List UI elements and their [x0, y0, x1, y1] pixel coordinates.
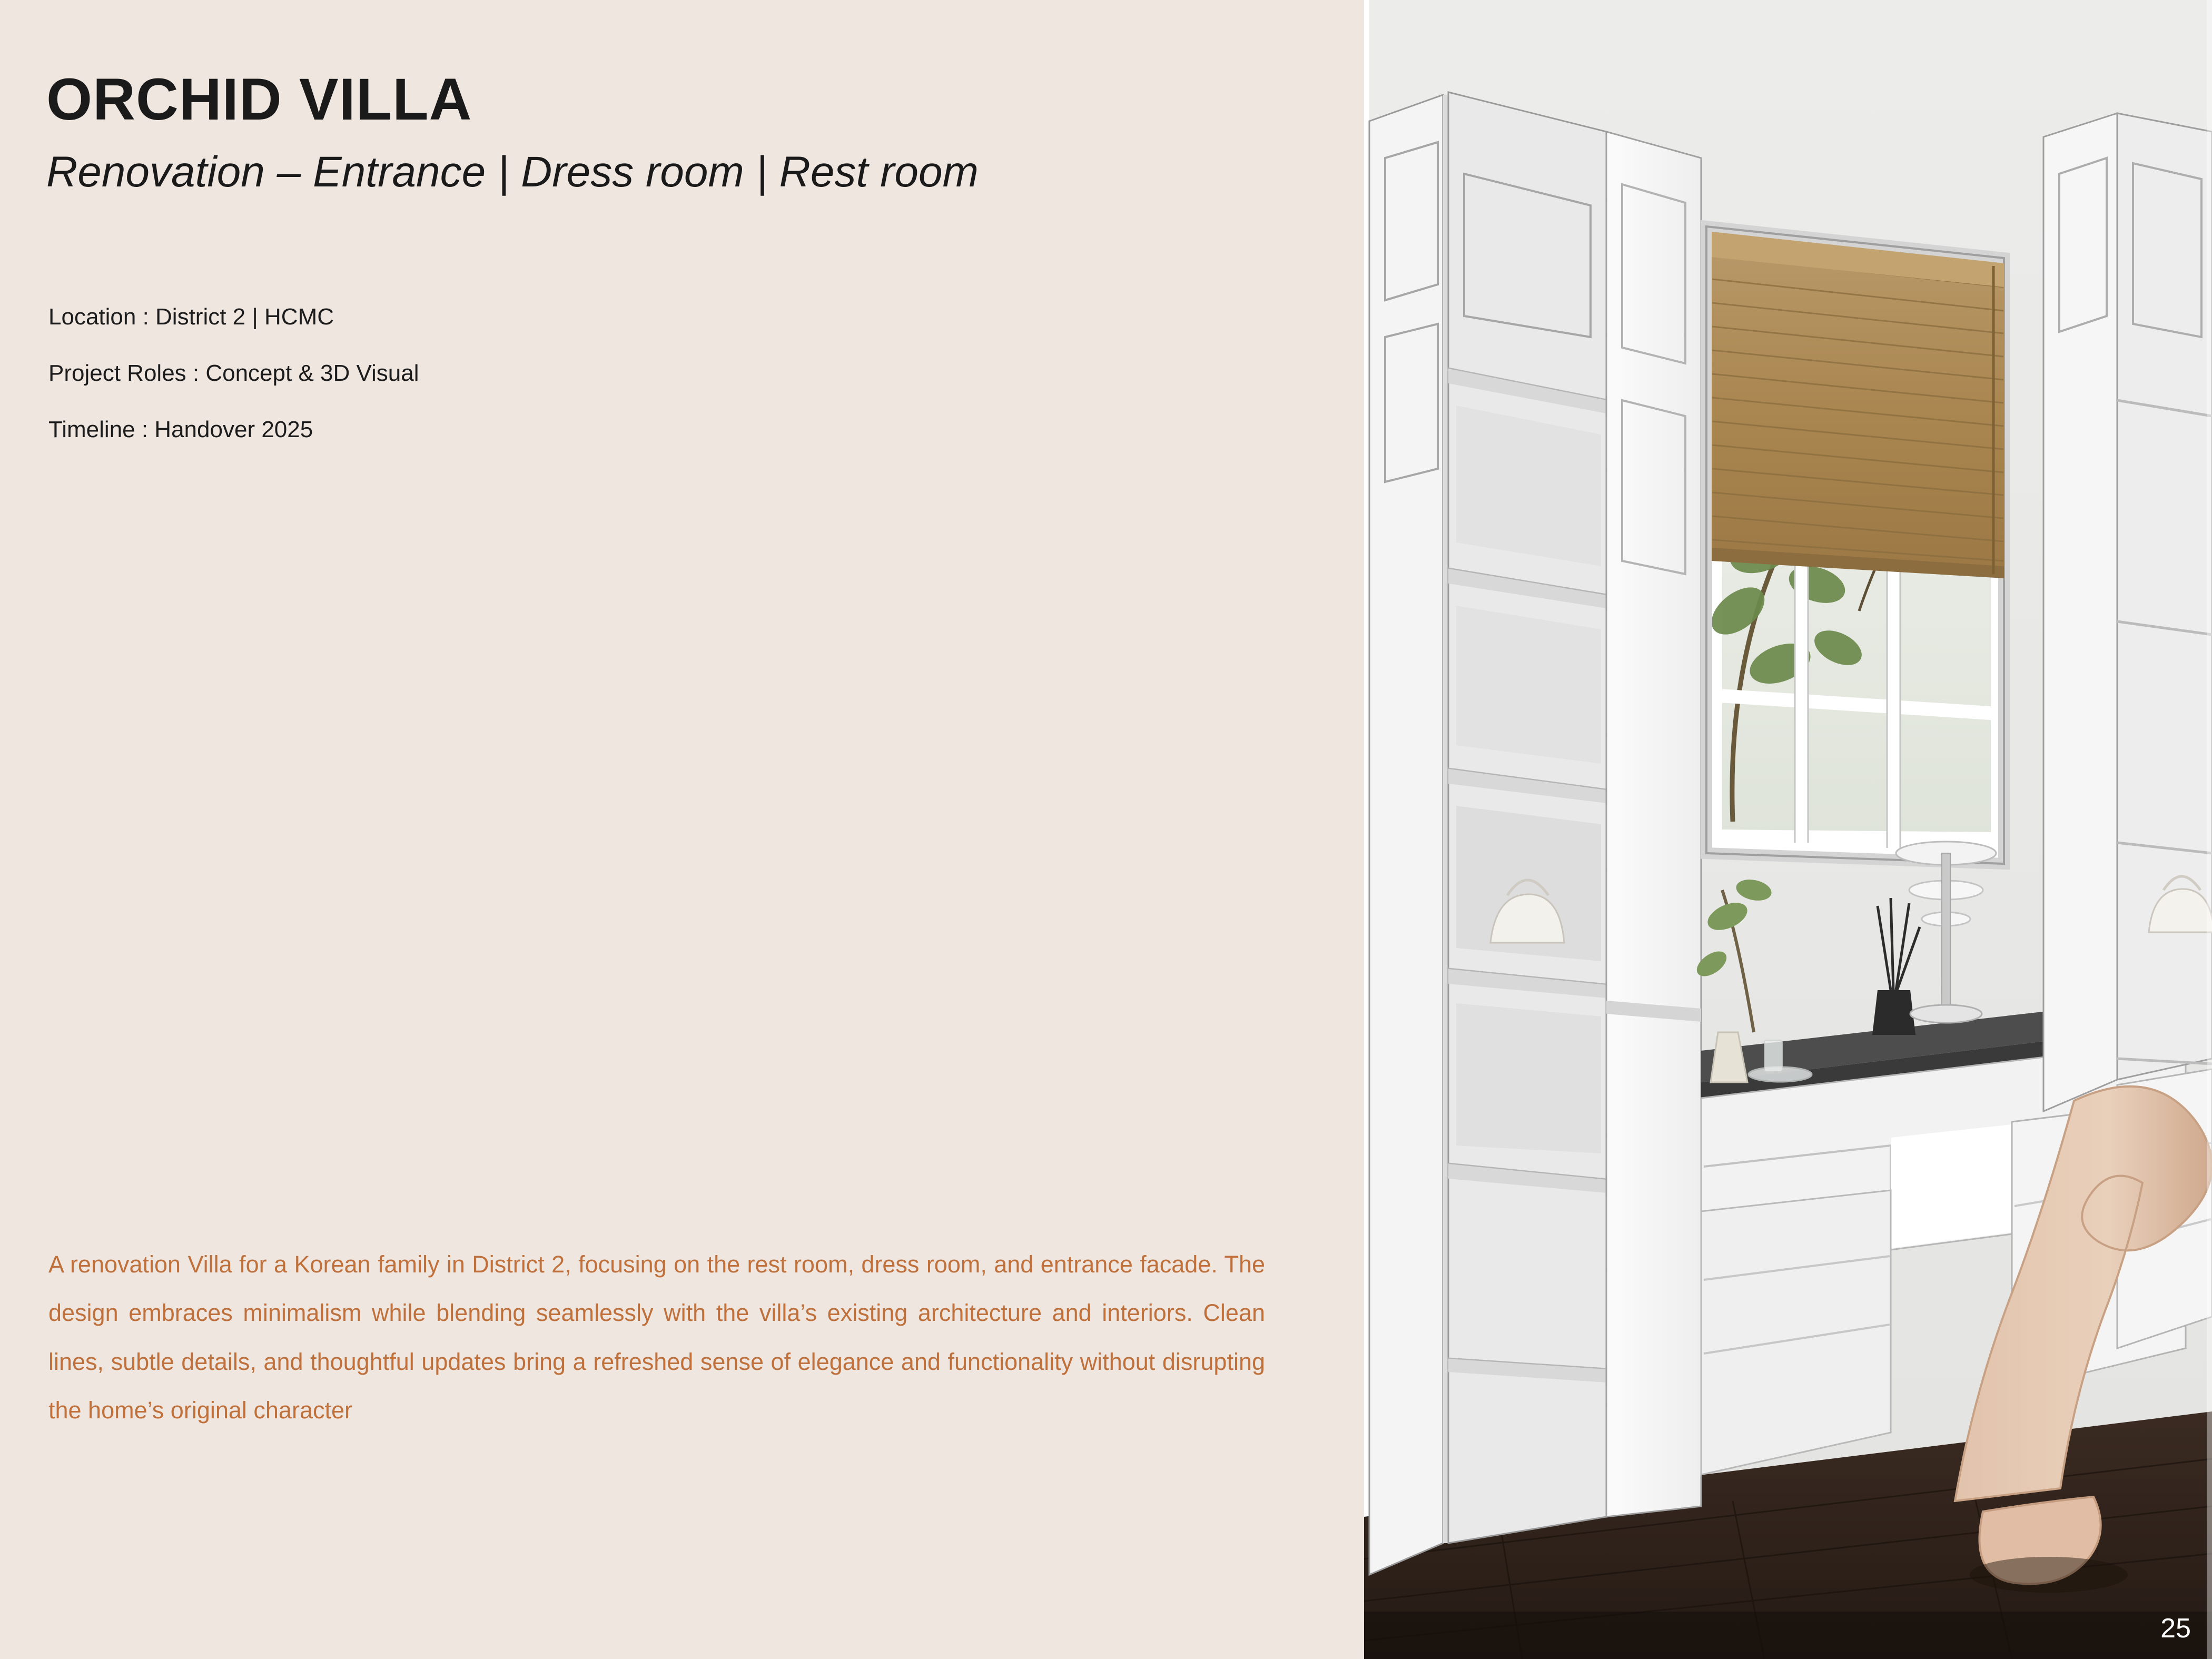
meta-location: Location : District 2 | HCMC	[48, 304, 334, 330]
project-meta-list	[48, 305, 1260, 475]
window-with-blind	[1696, 226, 2004, 864]
meta-timeline: Timeline : Handover 2025	[48, 417, 313, 442]
left-wardrobe	[1369, 92, 1606, 1575]
render-illustration	[1364, 0, 2212, 1659]
meta-project-roles: Project Roles : Concept & 3D Visual	[48, 360, 419, 386]
title-block	[46, 68, 1300, 198]
page-number: 25	[2160, 1613, 2191, 1644]
page-title: ORCHID VILLA	[46, 66, 472, 132]
center-left-cabinet	[1606, 132, 1701, 1517]
description-block	[48, 1240, 1265, 1435]
description-text: A renovation Villa for a Korean family in District 2, focusing on the rest room, dress room, and entrance facade. The design embraces minimalism while blending seamlessly with the villa’s existing architecture and interiors. Clean lines, subtle details, and thoughtful updates bring a refreshed sense of elegance and functionality without disrupting the home’s original character	[48, 1251, 1265, 1424]
page-subtitle: Renovation – Entrance | Dress room | Rest room	[46, 147, 979, 196]
interior-render-image	[1364, 0, 2212, 1659]
